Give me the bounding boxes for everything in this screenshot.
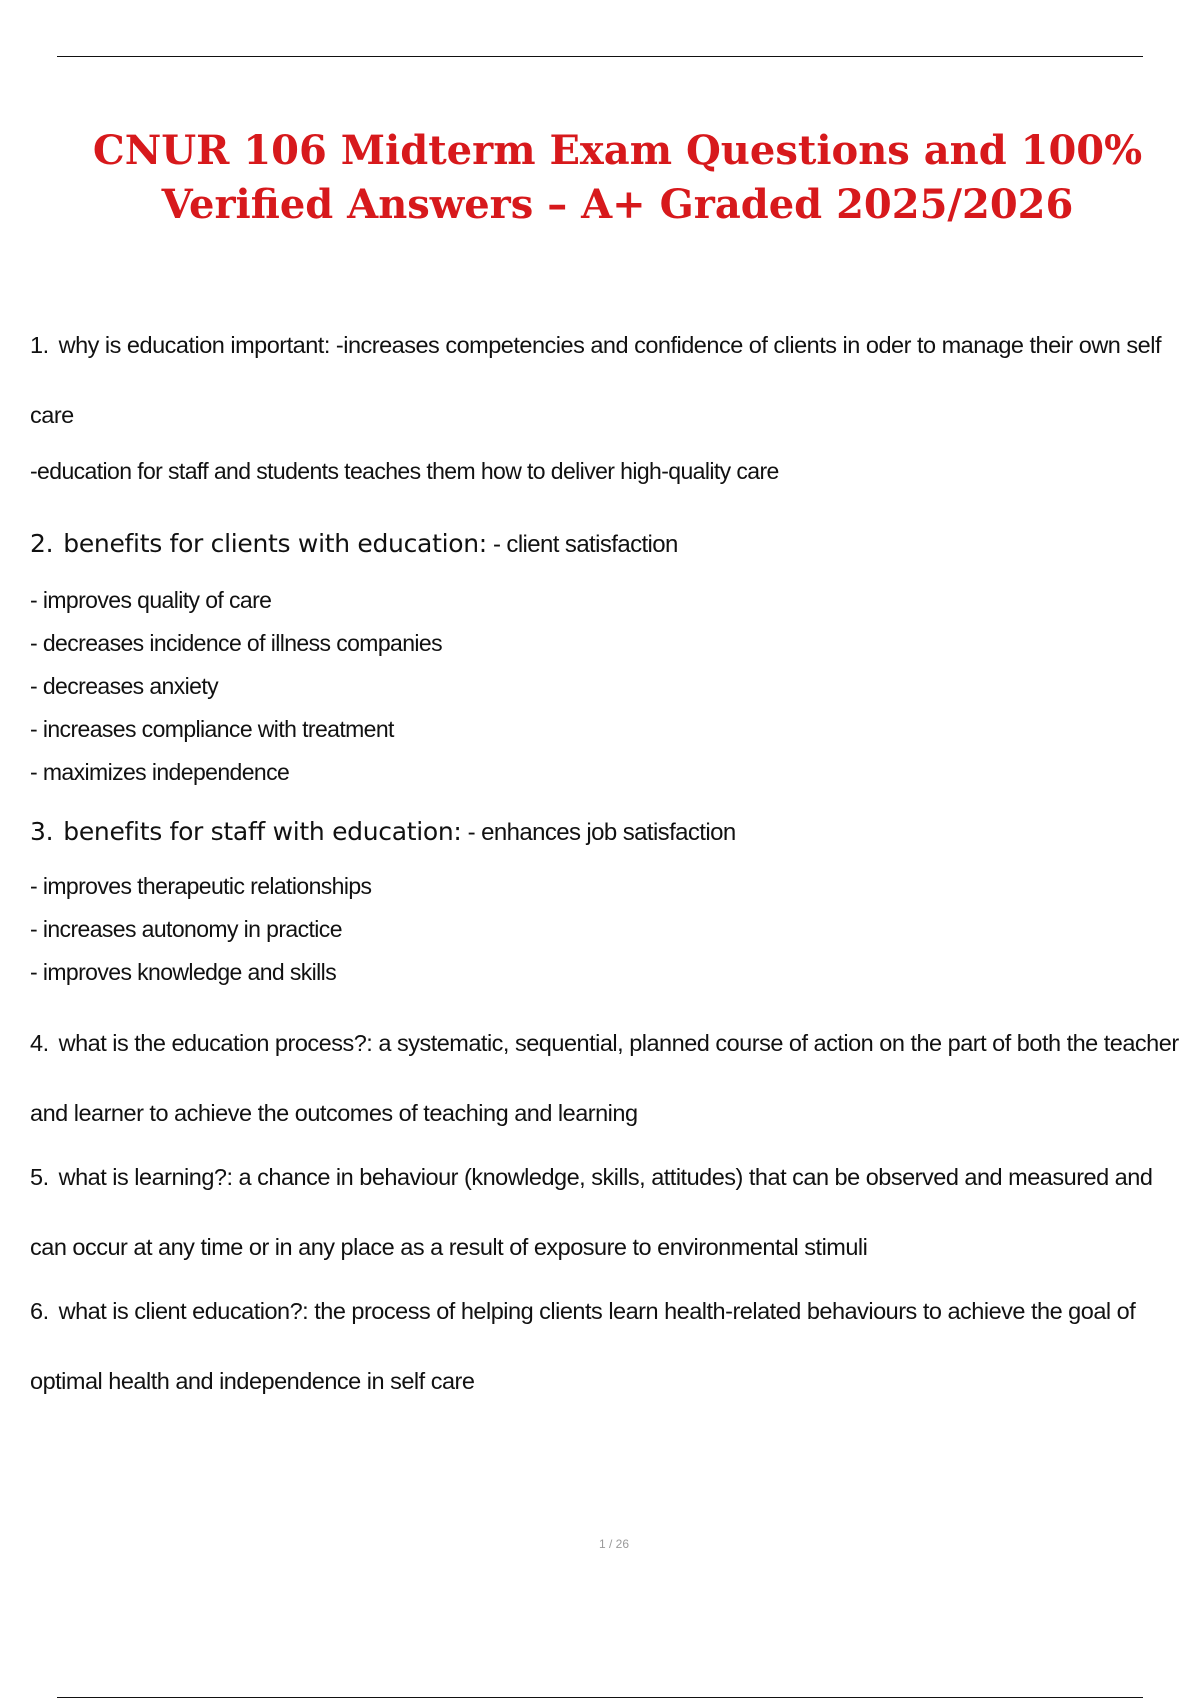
question-text: what is the education process?: bbox=[58, 1030, 373, 1056]
bullet-item: - improves therapeutic relationships bbox=[30, 873, 372, 899]
item-number: 4. bbox=[30, 1030, 49, 1056]
top-rule bbox=[57, 56, 1143, 57]
question-list bbox=[30, 310, 1180, 1416]
question-text: what is client education?: bbox=[58, 1298, 309, 1324]
list-item bbox=[30, 812, 1180, 994]
page-indicator: 1 / 26 bbox=[598, 1537, 630, 1551]
answer-text: a systematic, sequential, planned course of action on the part of both the teacher and learner to achieve the outcomes of teaching and learning bbox=[30, 1030, 1179, 1126]
answer-text: - enhances job satisfaction bbox=[461, 819, 736, 846]
answer-text: - client satisfaction bbox=[486, 531, 678, 558]
question-paragraph bbox=[30, 812, 1180, 853]
question-text: what is learning?: bbox=[58, 1164, 233, 1190]
answer-text: the process of helping clients learn health-related behaviours to achieve the goal of optimal health and independence in self care bbox=[30, 1298, 1136, 1394]
bullet-item: - improves knowledge and skills bbox=[30, 959, 337, 985]
document-title: CNUR 106 Midterm Exam Questions and 100% Verified Answers – A+ Graded 2025/2026 bbox=[92, 127, 1143, 228]
answer-extra: -education for staff and students teaches them how to deliver high-quality care bbox=[30, 458, 779, 484]
list-item bbox=[30, 1142, 1180, 1282]
bullet-item: - decreases anxiety bbox=[30, 673, 219, 699]
bottom-rule bbox=[57, 1697, 1143, 1698]
question-text: why is education important: bbox=[58, 332, 330, 358]
item-number: 2. bbox=[30, 529, 54, 558]
bullet-item: - improves quality of care bbox=[30, 587, 272, 613]
question-text: benefits for clients with education: bbox=[63, 529, 487, 558]
bullet-item: - increases compliance with treatment bbox=[30, 716, 394, 742]
answer-text: a chance in behaviour (knowledge, skills, attitudes) that can be observed and measured and can occur at any time or in any place as a result of exposure to environmental stimuli bbox=[30, 1164, 1153, 1260]
bullet-item: - decreases incidence of illness companies bbox=[30, 630, 443, 656]
question-paragraph bbox=[30, 1142, 1180, 1282]
question-paragraph bbox=[30, 310, 1180, 450]
list-item bbox=[30, 1008, 1180, 1148]
item-number: 1. bbox=[30, 332, 49, 358]
item-number: 5. bbox=[30, 1164, 49, 1190]
answer-text: -increases competencies and confidence of clients in oder to manage their own self care bbox=[30, 332, 1161, 428]
bullet-item: - maximizes independence bbox=[30, 759, 290, 785]
question-text: benefits for staff with education: bbox=[63, 817, 462, 846]
bullet-item: - increases autonomy in practice bbox=[30, 916, 342, 942]
bullet-list bbox=[30, 579, 1180, 794]
bullet-list bbox=[30, 865, 1180, 994]
list-item bbox=[30, 524, 1180, 794]
question-paragraph bbox=[30, 1008, 1180, 1148]
item-number: 3. bbox=[30, 817, 54, 846]
item-number: 6. bbox=[30, 1298, 49, 1324]
list-item bbox=[30, 1276, 1180, 1416]
question-paragraph bbox=[30, 1276, 1180, 1416]
question-paragraph bbox=[30, 524, 1180, 565]
list-item bbox=[30, 310, 1180, 494]
